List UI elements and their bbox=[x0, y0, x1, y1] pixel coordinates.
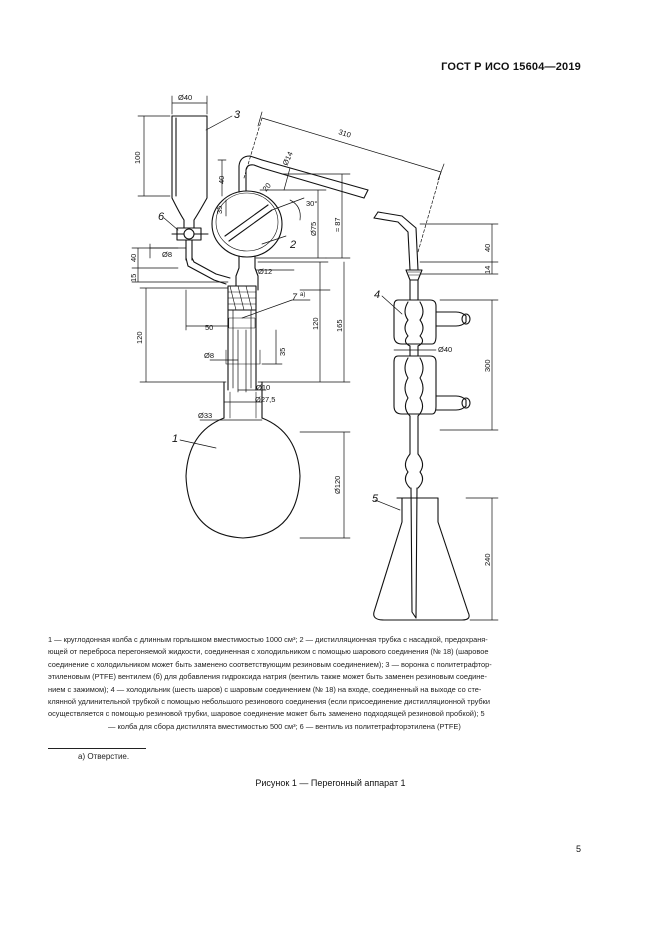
receiving-flask-5 bbox=[374, 498, 469, 620]
footnote-divider bbox=[48, 748, 146, 749]
dim-d10: Ø10 bbox=[256, 383, 271, 392]
joint-sleeve-7 bbox=[226, 286, 260, 392]
dim-40-left: 40 bbox=[217, 175, 226, 184]
dim-d120-flask: Ø120 bbox=[333, 475, 342, 494]
dim-30deg: 30° bbox=[306, 199, 318, 208]
round-flask-1 bbox=[186, 382, 300, 538]
dim-240: 240 bbox=[483, 553, 492, 566]
dim-87: ≈ 87 bbox=[333, 217, 342, 232]
dim-15: 15 bbox=[129, 273, 138, 282]
legend-line: нием с зажимом); 4 — холодильник (шесть шаров) с шаровым соединением (№ 18) на входе, соединенный на выходе со сте- bbox=[48, 684, 482, 694]
dim-d33: Ø33 bbox=[198, 411, 213, 420]
footnote: а) Отверстие. bbox=[78, 752, 130, 761]
callout-4: 4 bbox=[374, 289, 381, 301]
legend-line: 1 — круглодонная колба с длинным горлышком вместимостью 1000 см³; 2 — дистилляционная трубка с насадкой, предохраня- bbox=[48, 635, 488, 644]
page-number: 5 bbox=[575, 844, 581, 854]
callout-7: 7 bbox=[292, 292, 298, 302]
dim-d40-top: Ø40 bbox=[178, 93, 193, 102]
figure-legend bbox=[48, 634, 604, 733]
dim-165: 165 bbox=[335, 319, 344, 332]
callout-1: 1 bbox=[172, 433, 179, 445]
dim-310: 310 bbox=[337, 127, 353, 140]
callout-2: 2 bbox=[290, 239, 297, 251]
callout-3: 3 bbox=[234, 109, 241, 121]
dim-40-l2: 40 bbox=[129, 253, 138, 262]
legend-line: соединение с холодильником может быть заменено соответствующим резиновым соединением); 3 — воронка с политетрафтор- bbox=[48, 659, 492, 669]
dim-40-right: 40 bbox=[483, 243, 492, 252]
dim-d75: Ø75 bbox=[309, 221, 318, 236]
dim-d14: Ø14 bbox=[280, 150, 295, 167]
legend-line: этиленовым (PTFE) вентилем (б) для добавления гидроксида натрия (вентиль также может быть заменен резиновым соедине- bbox=[48, 672, 487, 682]
callout-leaders bbox=[164, 116, 402, 510]
standard-header: ГОСТ Р ИСО 15604—2019 bbox=[441, 61, 581, 73]
dim-d27: Ø27,5 bbox=[255, 395, 276, 404]
dim-d40-cond: Ø40 bbox=[438, 345, 453, 354]
callout-7-footnote-marker: а) bbox=[300, 292, 306, 298]
dim-35-b: 35 bbox=[278, 347, 287, 356]
dim-d8-a: Ø8 bbox=[162, 250, 173, 259]
legend-line: осуществляется с помощью резиновой трубки, шаровое соединение может быть заменено подходящей резиновой пробкой); 5 bbox=[48, 709, 485, 719]
dim-120-mid: 120 bbox=[311, 317, 320, 330]
dim-50: 50 bbox=[205, 323, 214, 332]
callout-5: 5 bbox=[372, 493, 379, 505]
dim-20: 20 bbox=[260, 181, 273, 194]
funnel-3 bbox=[172, 116, 208, 260]
figure-title: Рисунок 1 — Перегонный аппарат 1 bbox=[255, 778, 406, 788]
dim-100: 100 bbox=[133, 151, 142, 164]
dim-120-left: 120 bbox=[135, 331, 144, 344]
dim-300: 300 bbox=[483, 359, 492, 372]
dim-d8-b: Ø8 bbox=[204, 351, 215, 360]
dim-14-right: 14 bbox=[483, 265, 492, 274]
dim-d12: Ø12 bbox=[258, 267, 273, 276]
legend-line: ющей от переброса перегоняемой жидкости, соединенная с холодильником с помощью шарового соединения (№ 18) (шаровое bbox=[48, 647, 489, 657]
legend-line: — колба для сбора дистиллята вместимостью 500 см³; 6 — вентиль из политетрафторэтилена (PTFE) bbox=[108, 721, 461, 731]
callout-6: 6 bbox=[158, 211, 165, 223]
condenser-4 bbox=[374, 212, 470, 618]
dim-35: 35 bbox=[215, 205, 224, 214]
legend-line: клянной удлинительной трубкой с помощью небольшого резинового соединения (если присоединение дистилляционной трубки bbox=[48, 697, 490, 707]
